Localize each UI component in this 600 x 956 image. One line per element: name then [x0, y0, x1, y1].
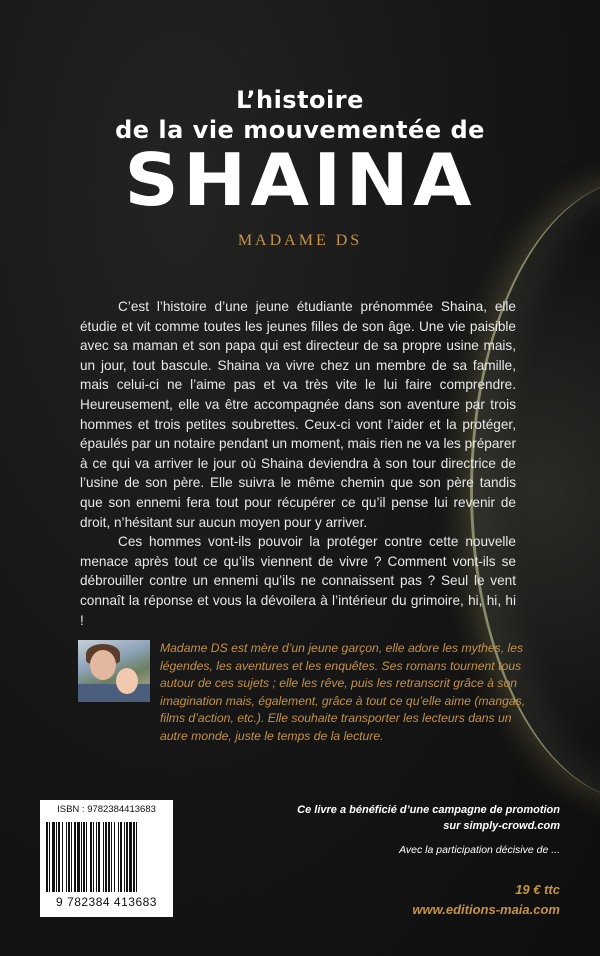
price: 19 € ttc [515, 882, 560, 897]
promo-line-1: Ce livre a bénéficié d’une campagne de promotion [297, 804, 560, 816]
promo-notice [297, 803, 560, 834]
author-photo [78, 640, 150, 702]
barcode-icon [46, 822, 167, 892]
synopsis-paragraph: C’est l’histoire d’une jeune étudiante prénommée Shaina, elle étudie et vit comme toutes les jeunes filles de son âge. Une vie paisible avec sa maman et son papa qui est directeur de sa propre usine mais, un jour, tout bascule. Shaina va vivre chez un membre de sa famille, mais celui-ci ne l’aime pas et va très vite le lui faire comprendre. Heureusement, elle va être accompagnée dans son aventure par trois hommes et trois petites soubrettes. Ceux-ci vont l’aider et la protéger, épaulés par un notaire pendant un moment, mais rien ne va les préparer à ce qui va arriver le jour où Shaina deviendra à son tour directrice de l’usine de son père. Elle suivra le même chemin que son père tandis que son ennemi fera tout pour récupérer ce qu’il pense lui revenir de droit, n’hésitant sur aucun moyen pour y arriver. [80, 299, 517, 530]
synopsis-paragraph: Ces hommes vont-ils pouvoir la protéger contre cette nouvelle menace après tout ce qu’ils viennent de vivre ? Comment vont-ils se débrouiller contre un ennemi qu’ils ne connaissent pas ? Seul le vent connaît la réponse et vous la dévoilera à l’intérieur du grimoire, hi, hi, hi ! [80, 534, 516, 628]
publisher-website: www.editions-maia.com [412, 902, 560, 917]
title-line-1: L’histoire [236, 86, 364, 114]
barcode-box [40, 800, 173, 917]
isbn-label: ISBN : 9782384413683 [57, 804, 156, 815]
synopsis [80, 297, 516, 630]
barcode-digits: 9 782384 413683 [56, 895, 157, 909]
author-name: MADAME DS [237, 232, 363, 249]
author-bio: Madame DS est mère d’un jeune garçon, elle adore les mythes, les légendes, les aventures et les enquêtes. Ses romans tournent tous autour de ces sujets ; elle les rêve, puis les retranscrit grâce à son imagination mais, également, grâce à tout ce qu’elle aime (mangas, films d’action, etc.). Elle souhaite transporter les lecteurs dans un autre monde, juste le temps de la lecture. [160, 641, 526, 743]
participation-note: Avec la participation décisive de ... [399, 844, 560, 856]
title-line-2: de la vie mouvementée de [115, 116, 485, 144]
promo-line-2: sur simply-crowd.com [443, 819, 560, 832]
title-name: SHAINA [124, 138, 476, 222]
